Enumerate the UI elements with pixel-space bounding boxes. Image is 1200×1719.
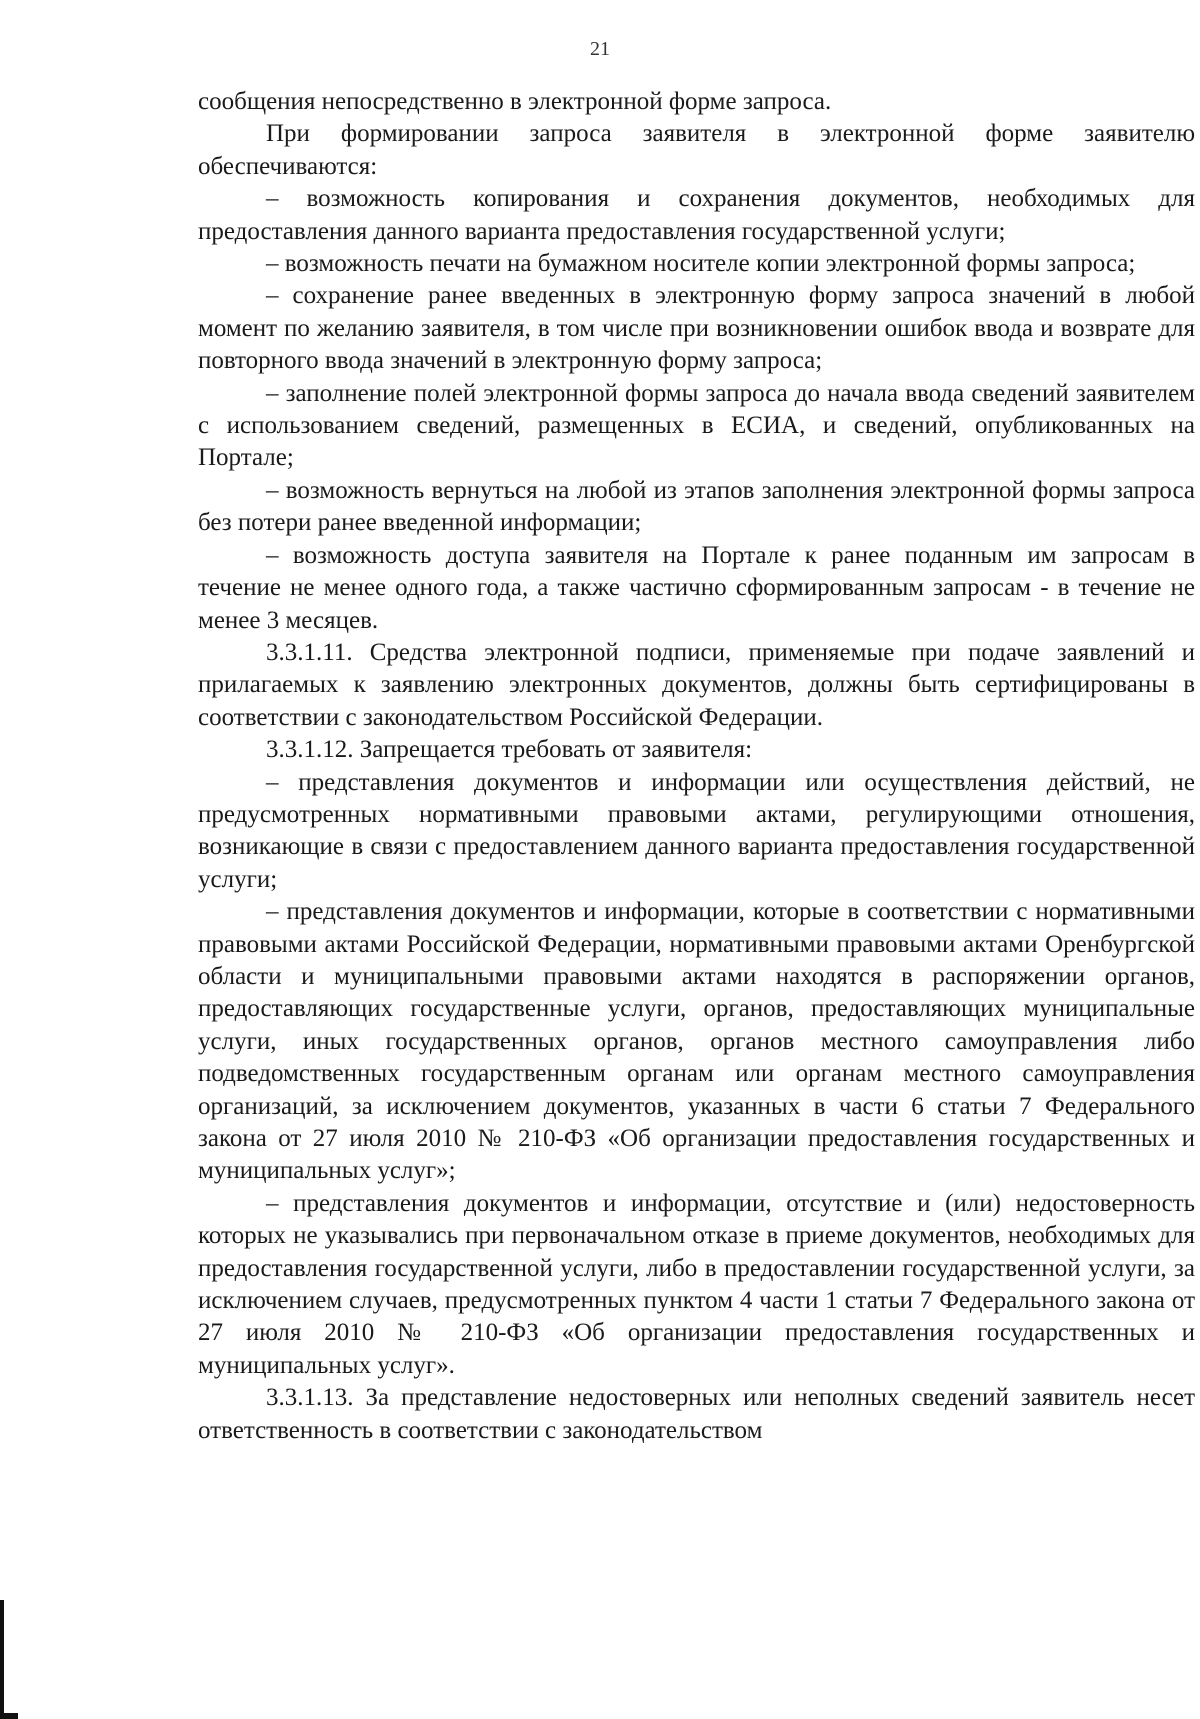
list-item: – возможность печати на бумажном носителе копии электронной формы запроса; bbox=[266, 250, 1136, 278]
scan-edge-mark bbox=[0, 1600, 4, 1719]
list-item: – представления документов и информации или осуществления действий, не предусмотренных нормативными правовыми актами, регулирующими отношения, возникающие в связи с предоставлением данного варианта предоставления государственной услуги; bbox=[198, 768, 1195, 893]
document-body bbox=[198, 86, 1195, 1447]
clause-3-3-1-11: 3.3.1.11. Средства электронной подписи, применяемые при подаче заявлений и прилагаемых к заявлению электронных документов, должны быть сертифицированы в соответствии с законодательством Российской Федерации. bbox=[198, 638, 1195, 731]
page-number: 21 bbox=[590, 38, 610, 60]
list-item: – возможность копирования и сохранения документов, необходимых для предоставления данного варианта предоставления государственной услуги; bbox=[198, 185, 1195, 245]
list-item: – сохранение ранее введенных в электронную форму запроса значений в любой момент по желанию заявителя, в том числе при возникновении ошибок ввода и возврате для повторного ввода значений в электронную форму запроса; bbox=[198, 282, 1195, 375]
list-item: – заполнение полей электронной формы запроса до начала ввода сведений заявителем с использованием сведений, размещенных в ЕСИА, и сведений, опубликованных на Портале; bbox=[198, 379, 1195, 472]
clause-3-3-1-12: 3.3.1.12. Запрещается требовать от заявителя: bbox=[266, 736, 753, 764]
list-item: – возможность доступа заявителя на Портале к ранее поданным им запросам в течение не менее одного года, а также частично сформированным запросам - в течение не менее 3 месяцев. bbox=[198, 541, 1195, 634]
paragraph: При формировании запроса заявителя в электронной форме заявителю обеспечиваются: bbox=[198, 120, 1195, 180]
list-item: – возможность вернуться на любой из этапов заполнения электронной формы запроса без потери ранее введенной информации; bbox=[198, 476, 1195, 537]
list-item: – представления документов и информации, которые в соответствии с нормативными правовыми актами Российской Федерации, нормативными правовыми актами Оренбургской области и муниципальными правовыми актами находятся в распоряжении органов, предоставляющих государственные услуги, органов, предоставляющих муниципальные услуги, иных государственных органов, органов местного самоуправления либо подведомственных государственным органам или органам местного самоуправления организаций, за исключением документов, указанных в части 6 статьи 7 Федерального закона от 27 июля 2010 № 210-ФЗ «Об организации предоставления государственных и муниципальных услуг»; bbox=[198, 898, 1195, 1185]
scan-edge-mark bbox=[0, 1713, 18, 1719]
clause-3-3-1-13: 3.3.1.13. За представление недостоверных или неполных сведений заявитель несет ответственность в соответствии с законодательством bbox=[198, 1384, 1195, 1444]
paragraph: сообщения непосредственно в электронной форме запроса. bbox=[198, 88, 832, 115]
list-item: – представления документов и информации, отсутствие и (или) недостоверность которых не указывались при первоначальном отказе в приеме документов, необходимых для предоставления государственной услуги, либо в предоставлении государственной услуги, за исключением случаев, предусмотренных пунктом 4 части 1 статьи 7 Федерального закона от 27 июля 2010 № 210-ФЗ «Об организации предоставления государственных и муниципальных услуг». bbox=[198, 1189, 1195, 1379]
